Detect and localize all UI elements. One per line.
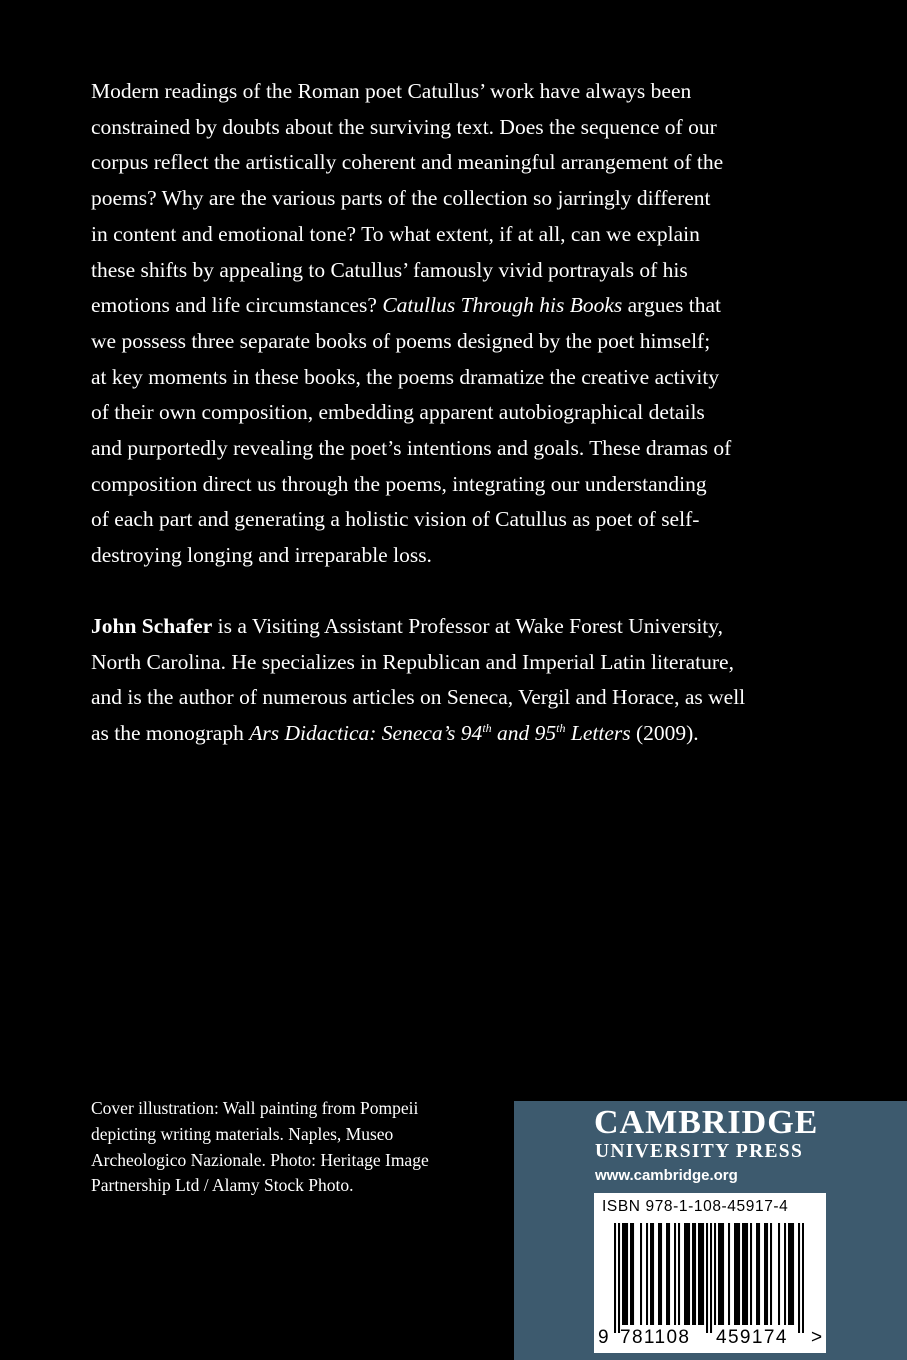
- blurb-line: of each part and generating a holistic vision of Catullus as poet of self-: [91, 507, 700, 532]
- credit-line: Archeologico Nazionale. Photo: Heritage Image: [91, 1149, 429, 1170]
- quiet-zone-mark: >: [811, 1327, 823, 1348]
- publisher-subtitle: UNIVERSITY PRESS: [595, 1141, 804, 1162]
- bio-line: North Carolina. He specializes in Republican and Imperial Latin literature,: [91, 649, 734, 674]
- superscript: th: [482, 721, 492, 736]
- blurb-text: argues that: [622, 293, 721, 318]
- barcode-bar: [706, 1223, 708, 1333]
- credit-line: depicting writing materials. Naples, Museo: [91, 1123, 394, 1144]
- blurb-line: and purportedly revealing the poet’s intentions and goals. These dramas of: [91, 436, 732, 461]
- barcode-bar: [802, 1223, 804, 1333]
- barcode-bar: [792, 1223, 794, 1325]
- barcode-bar: [674, 1223, 676, 1325]
- barcode-bar: [722, 1223, 724, 1325]
- barcode-bar: [686, 1223, 688, 1325]
- blurb-line: in content and emotional tone? To what extent, if at all, can we explain: [91, 221, 700, 246]
- barcode-bar: [758, 1223, 760, 1325]
- barcode-bar: [652, 1223, 654, 1325]
- monograph-title-part: Ars Didactica: Seneca’s 94: [249, 721, 483, 746]
- barcode-bar: [788, 1223, 790, 1325]
- barcode-bar: [660, 1223, 662, 1325]
- monograph-title: [249, 721, 630, 745]
- barcode-bar: [784, 1223, 786, 1325]
- barcode-bar: [714, 1223, 716, 1325]
- barcode-bar: [646, 1223, 648, 1325]
- credit-line: Partnership Ltd / Alamy Stock Photo.: [91, 1175, 354, 1196]
- barcode-digits: [598, 1327, 822, 1349]
- barcode-bar: [698, 1223, 700, 1325]
- bio-text: as the monograph: [91, 721, 250, 746]
- blurb-text: emotions and life circumstances?: [91, 293, 383, 318]
- barcode-bar: [684, 1223, 686, 1325]
- barcode-digit-group-left: 781108: [620, 1327, 691, 1348]
- book-title: Catullus Through his Books: [382, 293, 623, 318]
- blurb-line: of their own composition, embedding apparent autobiographical details: [91, 400, 705, 425]
- barcode-bar: [614, 1223, 616, 1333]
- author-bio: [91, 609, 811, 752]
- barcode-bar: [666, 1223, 668, 1325]
- barcode-bar: [678, 1223, 680, 1325]
- barcode-bar: [626, 1223, 628, 1325]
- barcode-bar: [738, 1223, 740, 1325]
- blurb-line: these shifts by appealing to Catullus’ famously vivid portrayals of his: [91, 257, 688, 282]
- barcode-bar: [736, 1223, 738, 1325]
- description-paragraph: [91, 74, 811, 574]
- monograph-title-part: Letters: [565, 721, 631, 746]
- blurb-line: Modern readings of the Roman poet Catullus’ work have always been: [91, 79, 692, 103]
- credit-line: Cover illustration: Wall painting from Pompeii: [91, 1098, 419, 1118]
- barcode-bar: [756, 1223, 758, 1325]
- barcode-bar: [728, 1223, 730, 1325]
- blurb-line: at key moments in these books, the poems dramatize the creative activity: [91, 364, 720, 389]
- bio-line: [91, 716, 811, 752]
- barcode-bar: [702, 1223, 704, 1325]
- barcode-bar: [718, 1223, 720, 1325]
- monograph-title-part: and 95: [491, 721, 557, 746]
- publisher-box: [514, 1101, 907, 1360]
- barcode-bar: [734, 1223, 736, 1325]
- barcode-bar: [770, 1223, 772, 1325]
- barcode-bar: [688, 1223, 690, 1325]
- barcode-bar: [668, 1223, 670, 1325]
- bio-line: [91, 609, 811, 645]
- blurb-line: we possess three separate books of poems designed by the poet himself;: [91, 328, 711, 353]
- blurb-line: constrained by doubts about the surviving text. Does the sequence of our: [91, 114, 717, 139]
- barcode-bar: [622, 1223, 624, 1325]
- bio-line: and is the author of numerous articles on Seneca, Vergil and Horace, as well: [91, 685, 746, 710]
- barcode-bar: [640, 1223, 642, 1325]
- barcode-bar: [790, 1223, 792, 1325]
- blurb-line: destroying longing and irreparable loss.: [91, 543, 432, 568]
- barcode-bar: [750, 1223, 752, 1325]
- barcode: [614, 1223, 804, 1333]
- blurb-line: composition direct us through the poems, integrating our understanding: [91, 471, 707, 496]
- barcode-bar: [700, 1223, 702, 1325]
- barcode-bar: [630, 1223, 632, 1325]
- publisher-url[interactable]: www.cambridge.org: [595, 1167, 738, 1184]
- barcode-bar: [744, 1223, 746, 1325]
- bio-text: (2009).: [630, 721, 699, 746]
- barcode-bar: [720, 1223, 722, 1325]
- cover-credit: [91, 1096, 491, 1199]
- barcode-bar: [746, 1223, 748, 1325]
- blurb-line: poems? Why are the various parts of the collection so jarringly different: [91, 186, 711, 211]
- blurb-line: corpus reflect the artistically coherent and meaningful arrangement of the: [91, 150, 724, 175]
- barcode-bar: [766, 1223, 768, 1325]
- barcode-bar: [658, 1223, 660, 1325]
- barcode-bar: [650, 1223, 652, 1325]
- barcode-digit-group-right: 459174: [716, 1327, 788, 1348]
- publisher-name: CAMBRIDGE: [594, 1104, 819, 1141]
- barcode-bar: [692, 1223, 694, 1325]
- barcode-bar: [624, 1223, 626, 1325]
- bio-text: is a Visiting Assistant Professor at Wake Forest University,: [212, 614, 724, 638]
- author-name: John Schafer: [91, 614, 213, 638]
- barcode-bar: [778, 1223, 780, 1325]
- barcode-bar: [764, 1223, 766, 1325]
- barcode-bar: [710, 1223, 712, 1333]
- barcode-bar: [798, 1223, 800, 1333]
- barcode-bar: [694, 1223, 696, 1325]
- barcode-digit-first: 9: [598, 1327, 609, 1348]
- isbn-label: ISBN 978-1-108-45917-4: [602, 1198, 789, 1215]
- barcode-panel: [594, 1193, 826, 1353]
- barcode-bar: [618, 1223, 620, 1333]
- blurb-line-with-title: [91, 288, 811, 324]
- superscript: th: [556, 721, 566, 736]
- barcode-bar: [632, 1223, 634, 1325]
- barcode-bar: [742, 1223, 744, 1325]
